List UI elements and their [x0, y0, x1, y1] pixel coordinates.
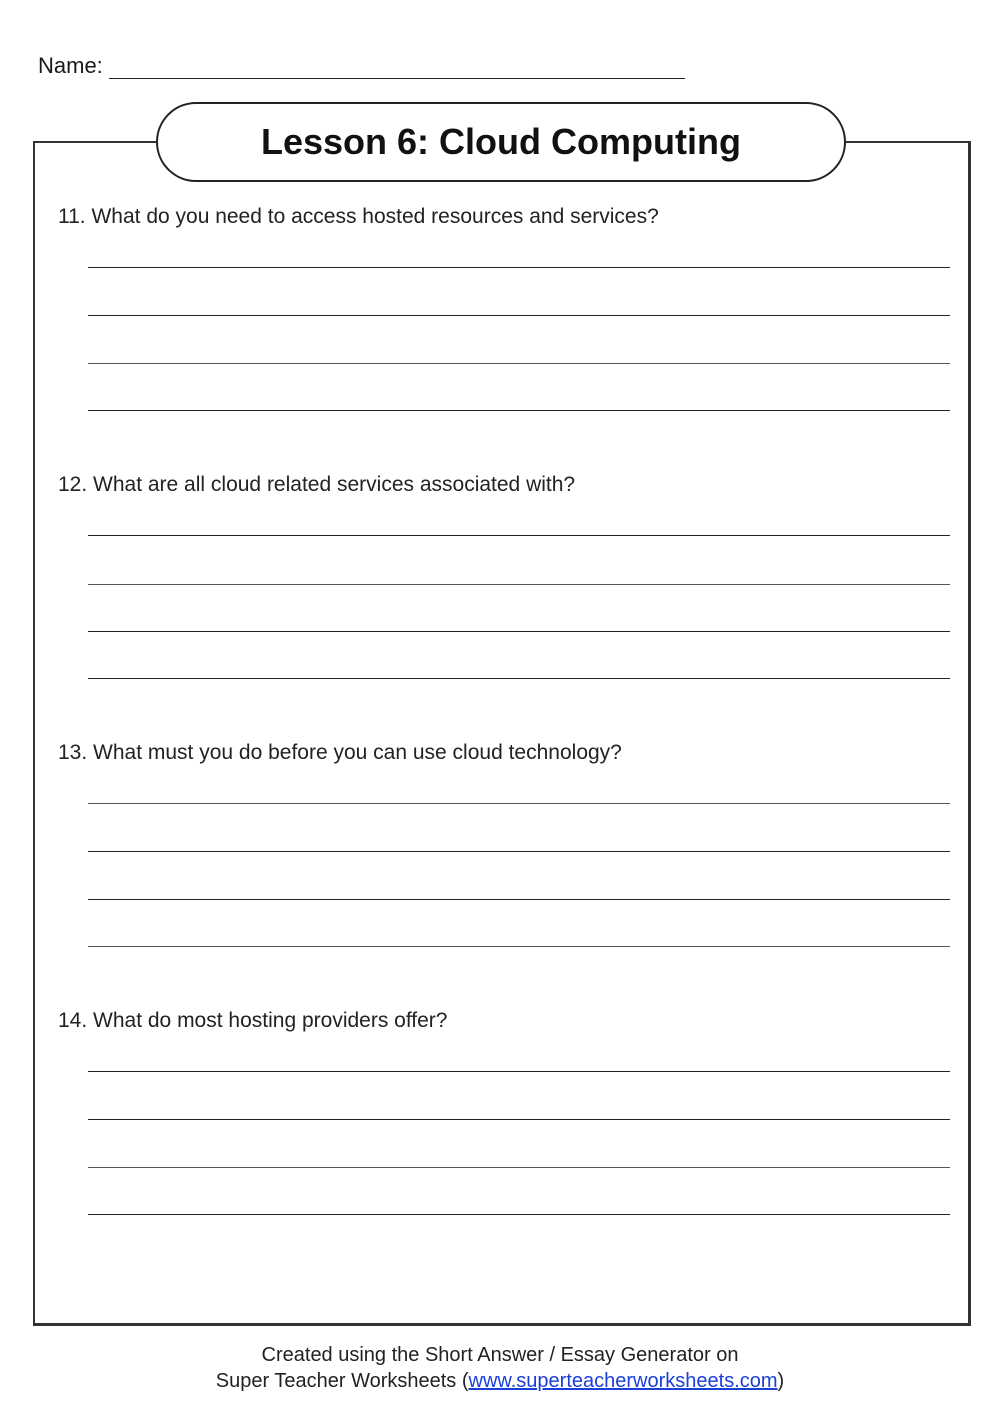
- answer-line[interactable]: [88, 1167, 950, 1168]
- name-field[interactable]: [109, 52, 685, 79]
- question-13: 13. What must you do before you can use cloud technology?: [58, 741, 622, 764]
- site-link[interactable]: www.superteacherworksheets.com: [468, 1370, 778, 1392]
- name-row: [38, 52, 685, 79]
- answer-line[interactable]: [88, 535, 950, 536]
- footer: [0, 1342, 1000, 1394]
- answer-line[interactable]: [88, 1119, 950, 1120]
- footer-line-2: [0, 1368, 1000, 1394]
- answer-line[interactable]: [88, 946, 950, 947]
- answer-line[interactable]: [88, 851, 950, 852]
- answer-line[interactable]: [88, 803, 950, 804]
- answer-line[interactable]: [88, 1071, 950, 1072]
- footer-suffix: ): [777, 1370, 785, 1392]
- answer-line[interactable]: [88, 631, 950, 632]
- answer-line[interactable]: [88, 678, 950, 679]
- footer-prefix: Super Teacher Worksheets (: [215, 1370, 469, 1392]
- question-11: 11. What do you need to access hosted resources and services?: [58, 205, 659, 228]
- answer-line[interactable]: [88, 267, 950, 268]
- question-14: 14. What do most hosting providers offer?: [58, 1009, 448, 1032]
- answer-line[interactable]: [88, 363, 950, 364]
- answer-line[interactable]: [88, 584, 950, 585]
- question-12: 12. What are all cloud related services associated with?: [58, 473, 576, 496]
- name-label: Name:: [38, 53, 103, 78]
- answer-line[interactable]: [88, 315, 950, 316]
- worksheet-frame: [33, 141, 971, 1326]
- footer-line-1: Created using the Short Answer / Essay Generator on: [261, 1344, 739, 1366]
- answer-line[interactable]: [88, 1214, 950, 1215]
- answer-line[interactable]: [88, 899, 950, 900]
- answer-line[interactable]: [88, 410, 950, 411]
- page-title: Lesson 6: Cloud Computing: [156, 102, 846, 182]
